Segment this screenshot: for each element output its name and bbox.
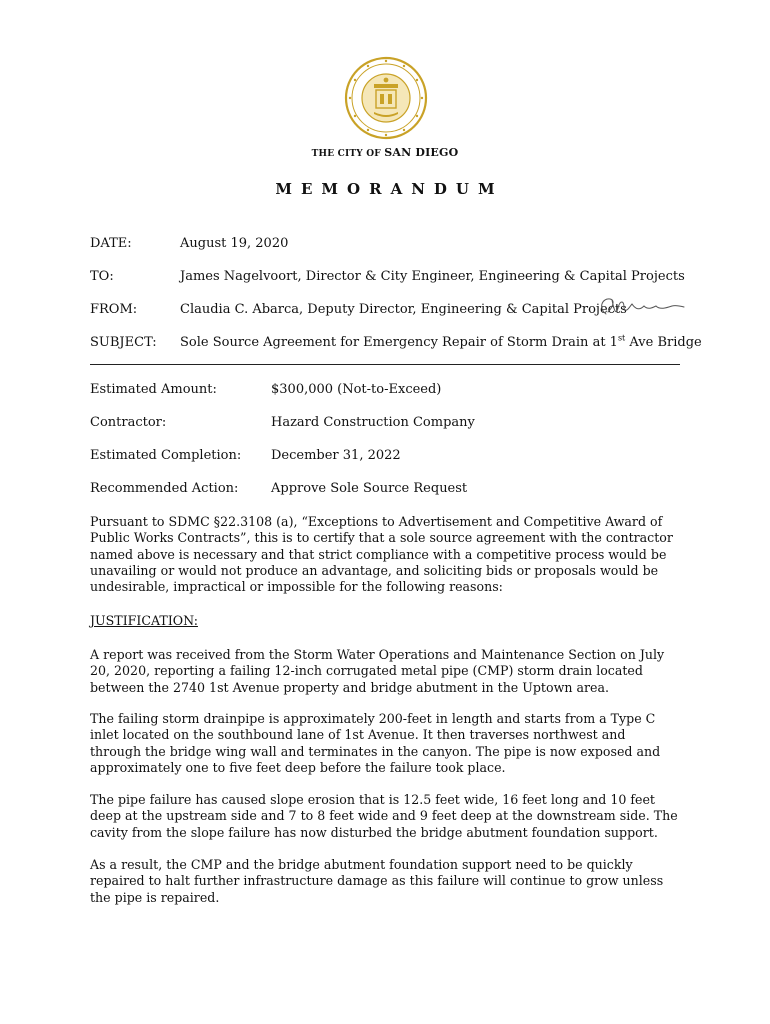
amount-label: Estimated Amount: (90, 382, 217, 397)
completion-value: December 31, 2022 (271, 448, 401, 463)
subject-value (180, 334, 702, 352)
paragraph-pipe: The failing storm drainpipe is approximately 200-feet in length and starts from a Type C inlet located on the southbound lane of 1st Avenue. It then traverses northwest and through the bridge wing wall and terminates in the canyon. The pipe is now exposed and approximately one to five feet deep before the failure took place. (90, 711, 661, 775)
from-label: FROM: (90, 302, 138, 317)
to-label: TO: (90, 269, 114, 284)
justification-heading: JUSTIFICATION: (90, 613, 198, 628)
date-label: DATE: (90, 236, 132, 251)
city-seal-icon (344, 56, 428, 140)
subject-text: Sole Source Agreement for Emergency Repair of Storm Drain at 1 (180, 335, 618, 350)
contractor-label: Contractor: (90, 415, 167, 430)
memo-title: MEMORANDUM (275, 180, 504, 198)
amount-value: $300,000 (Not-to-Exceed) (271, 382, 442, 397)
contractor-value: Hazard Construction Company (271, 415, 475, 430)
city-name: SAN DIEGO (384, 146, 459, 159)
subject-text-end: Ave Bridge (625, 335, 702, 350)
to-value: James Nagelvoort, Director & City Engineer, Engineering & Capital Projects (180, 269, 685, 284)
city-prefix: THE CITY OF (311, 149, 385, 159)
paragraph-failure: The pipe failure has caused slope erosion that is 12.5 feet wide, 16 feet long and 10 feet deep at the upstream side and 7 to 8 feet wide and 9 feet deep at the downstream side. The cavity from the slope failure has now disturbed the bridge abutment foundation support. (90, 792, 678, 840)
action-value: Approve Sole Source Request (271, 481, 468, 496)
intro-paragraph: Pursuant to SDMC §22.3108 (a), “Exceptions to Advertisement and Competitive Award of Public Works Contracts”, this is to certify that a sole source agreement with the contractor named above is necessary and that strict compliance with a competitive process would be unavailing or would not produce an advantage, and soliciting bids or proposals would be undesirable, impractical or impossible for the following reasons: (90, 514, 673, 595)
header-divider (90, 364, 680, 365)
signature-image (596, 294, 686, 322)
action-label: Recommended Action: (90, 481, 239, 496)
date-value: August 19, 2020 (180, 236, 289, 251)
subject-label: SUBJECT: (90, 335, 157, 350)
subject-superscript: st (617, 333, 626, 343)
paragraph-result: As a result, the CMP and the bridge abutment foundation support need to be quickly repaired to halt further infrastructure damage as this failure will continue to grow unless the pipe is repaired. (90, 857, 664, 905)
city-name-heading (0, 146, 770, 159)
from-value: Claudia C. Abarca, Deputy Director, Engineering & Capital Projects (180, 302, 627, 317)
completion-label: Estimated Completion: (90, 448, 242, 463)
paragraph-report: A report was received from the Storm Water Operations and Maintenance Section on July 20, 2020, reporting a failing 12-inch corrugated metal pipe (CMP) storm drain located between the 2740 1st Avenue property and bridge abutment in the Uptown area. (90, 647, 665, 695)
